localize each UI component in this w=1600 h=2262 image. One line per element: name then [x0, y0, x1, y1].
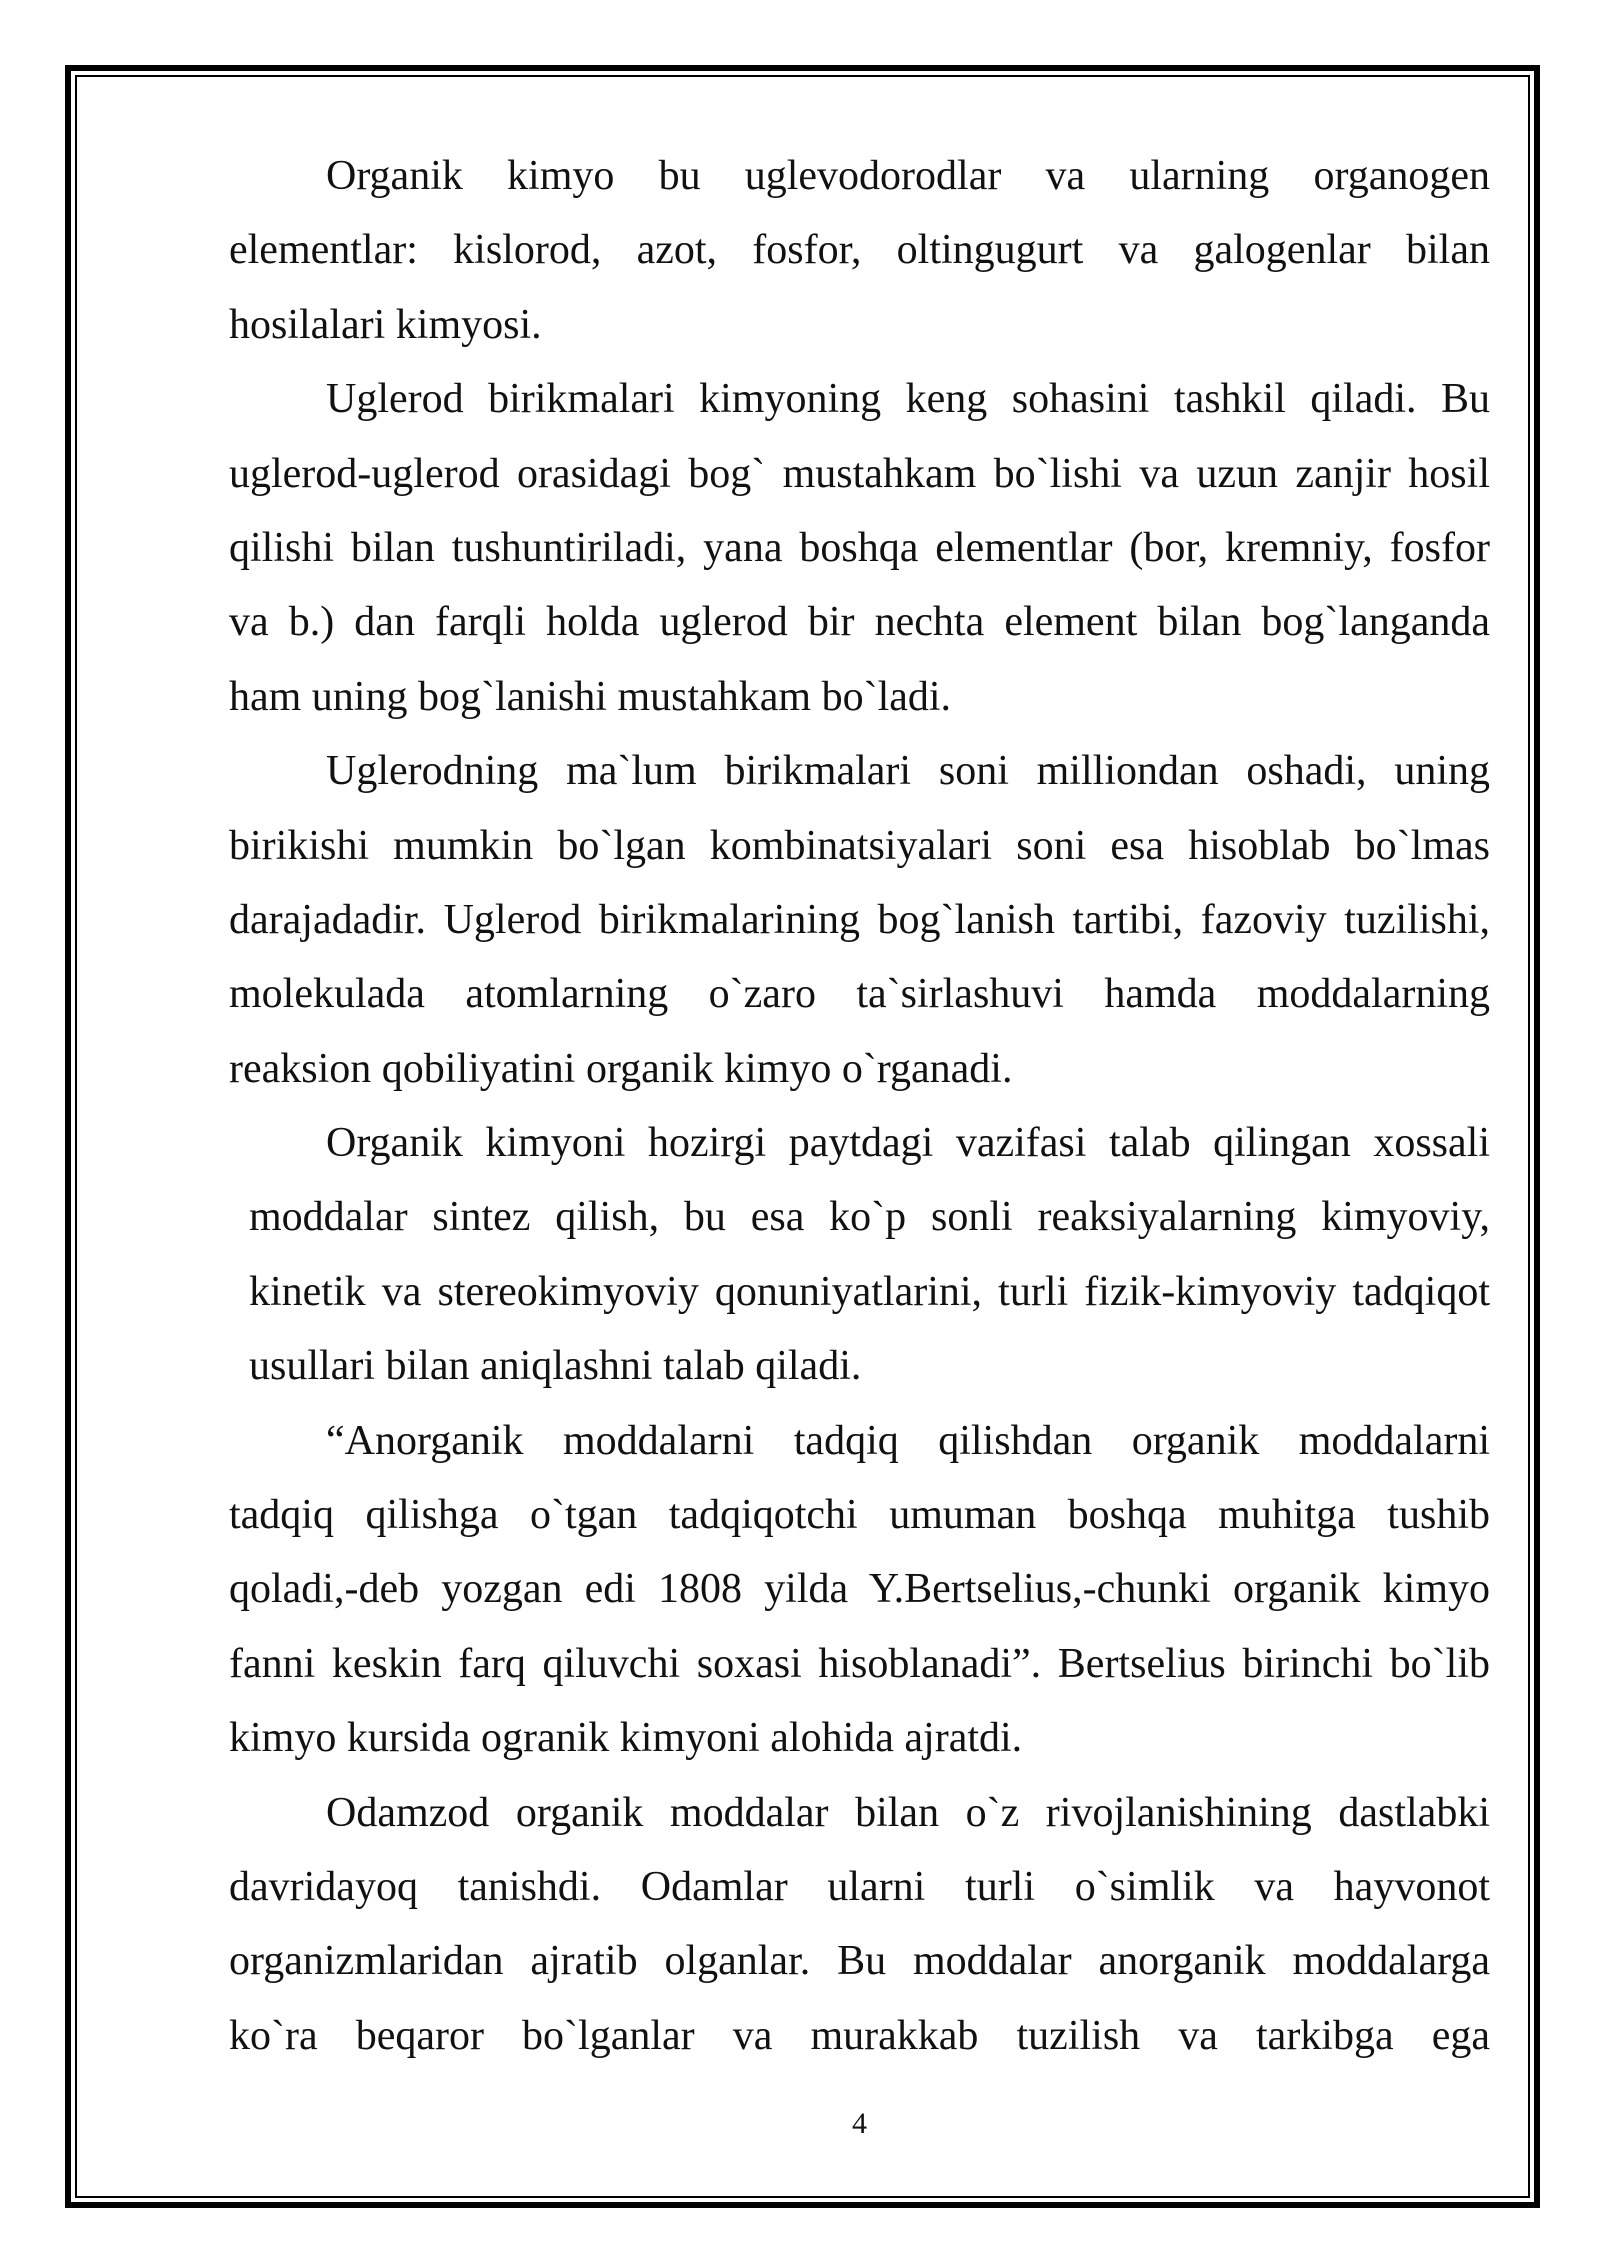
paragraph-6-line-1: Odamzod organik moddalar bilan o`z rivojlanishining dastlabki: [326, 1789, 1490, 1836]
paragraph-2-line-1: Uglerod birikmalari kimyoning keng sohasini tashkil qiladi. Bu: [326, 376, 1490, 423]
paragraph-2-line-2: uglerod-uglerod orasidagi bog` mustahkam bo`lishi va uzun zanjir hosil: [229, 450, 1490, 497]
paragraph-6-line-4: ko`ra beqaror bo`lganlar va murakkab tuzilish va tarkibga ega: [229, 2012, 1490, 2059]
paragraph-2-line-4: va b.) dan farqli holda uglerod bir nechta element bilan bog`langanda: [229, 599, 1490, 646]
paragraph-3: [229, 734, 1490, 1106]
paragraph-3-line-4: molekulada atomlarning o`zaro ta`sirlashuvi hamda moddalarning: [229, 971, 1490, 1018]
document-body: [229, 139, 1490, 2073]
paragraph-2-line-5: ham uning bog`lanishi mustahkam bo`ladi.: [229, 673, 952, 720]
paragraph-4-line-4: usullari bilan aniqlashni talab qiladi.: [249, 1343, 862, 1390]
paragraph-3-line-2: birikishi mumkin bo`lgan kombinatsiyalari soni esa hisoblab bo`lmas: [229, 822, 1490, 869]
paragraph-3-line-5: reaksion qobiliyatini organik kimyo o`rganadi.: [229, 1045, 1013, 1092]
paragraph-5-line-4: fanni keskin farq qiluvchi soxasi hisoblanadi”. Bertselius birinchi bo`lib: [229, 1640, 1490, 1687]
paragraph-4-line-2: moddalar sintez qilish, bu esa ko`p sonli reaksiyalarning kimyoviy,: [249, 1194, 1490, 1241]
paragraph-4-line-3: kinetik va stereokimyoviy qonuniyatlarini, turli fizik-kimyoviy tadqiqot: [249, 1268, 1490, 1315]
paragraph-5: [229, 1404, 1490, 1776]
paragraph-3-line-3: darajadadir. Uglerod birikmalarining bog`lanish tartibi, fazoviy tuzilishi,: [229, 896, 1490, 943]
paragraph-5-line-5: kimyo kursida ogranik kimyoni alohida ajratdi.: [229, 1715, 1023, 1762]
paragraph-1: [229, 139, 1490, 362]
paragraph-2-line-3: qilishi bilan tushuntiriladi, yana boshqa elementlar (bor, kremniy, fosfor: [229, 524, 1490, 571]
paragraph-6-line-2: davridayoq tanishdi. Odamlar ularni turli o`simlik va hayvonot: [229, 1863, 1490, 1910]
paragraph-5-line-3: qoladi,-deb yozgan edi 1808 yilda Y.Bertselius,-chunki organik kimyo: [229, 1566, 1490, 1613]
paragraph-4: [229, 1106, 1490, 1404]
paragraph-2: [229, 362, 1490, 734]
page-number: 4: [852, 2107, 867, 2140]
paragraph-3-line-1: Uglerodning ma`lum birikmalari soni milliondan oshadi, uning: [326, 748, 1490, 795]
paragraph-6: [229, 1776, 1490, 2074]
paragraph-5-line-1: “Anorganik moddalarni tadqiq qilishdan organik moddalarni: [326, 1417, 1490, 1464]
paragraph-1-line-2: elementlar: kislorod, azot, fosfor, oltingugurt va galogenlar bilan: [229, 227, 1490, 274]
paragraph-1-line-3: hosilalari kimyosi.: [229, 301, 542, 348]
paragraph-1-line-1: Organik kimyo bu uglevodorodlar va ularning organogen: [326, 153, 1490, 199]
paragraph-5-line-2: tadqiq qilishga o`tgan tadqiqotchi umuman boshqa muhitga tushib: [229, 1492, 1490, 1539]
paragraph-6-line-3: organizmlaridan ajratib olganlar. Bu moddalar anorganik moddalarga: [229, 1938, 1490, 1985]
paragraph-4-line-1: Organik kimyoni hozirgi paytdagi vazifasi talab qilingan xossali: [326, 1120, 1490, 1167]
